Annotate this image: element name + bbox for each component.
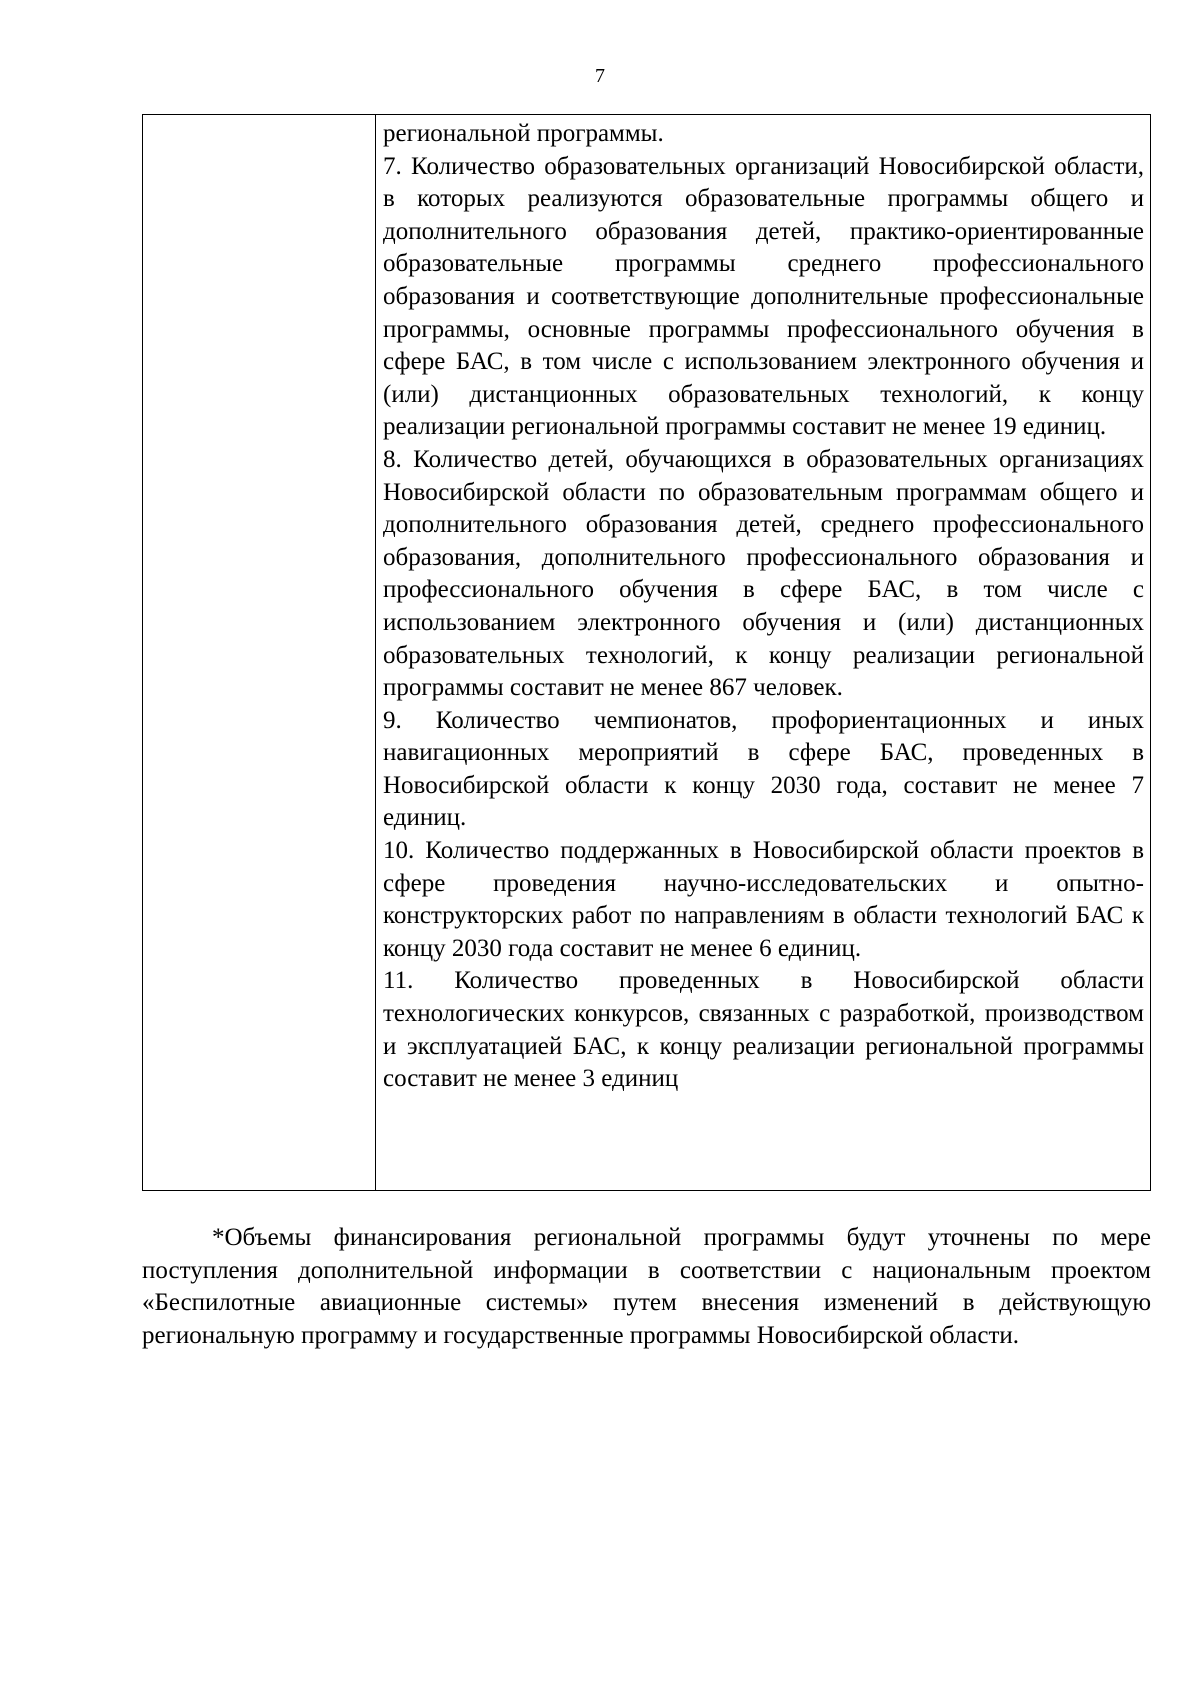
page-number: 7 [595,65,605,87]
paragraph-continuation: региональной программы. [383,120,664,147]
paragraph-indicator-7: 7. Количество образовательных организаций Новосибирской области, в которых реализуются образовательные программы общего и дополнительного образования детей, практико-ориентированные образовательные программы среднего профессионального образования и соответствующие дополнительные профессиональные программы, основные программы профессионального обучения в сфере БАС, в том числе с использованием электронного обучения и (или) дистанционных образовательных технологий, к концу реализации региональной программы составит не менее 19 единиц. [383,152,1144,441]
paragraph-indicator-11: 11. Количество проведенных в Новосибирской области технологических конкурсов, связанных с разработкой, производством и эксплуатацией БАС, к концу реализации региональной программы составит не менее 3 единиц [383,967,1144,1093]
indicators-table [142,114,1151,1191]
table-left-cell [143,115,376,1190]
paragraph-indicator-10: 10. Количество поддержанных в Новосибирской области проектов в сфере проведения научно-исследовательских и опытно-конструкторских работ по направлениям в области технологий БАС к концу 2030 года составит не менее 6 единиц. [383,837,1144,962]
footnote: *Объемы финансирования региональной программы будут уточнены по мере поступления дополнительной информации в соответствии с национальным проектом «Беспилотные авиационные системы» путем внесения изменений в действующую региональную программу и государственные программы Новосибирской области. [142,1224,1151,1349]
paragraph-indicator-9: 9. Количество чемпионатов, профориентационных и иных навигационных мероприятий в сфере БАС, проведенных в Новосибирской области к концу 2030 года, составит не менее 7 единиц. [383,706,1144,832]
paragraph-indicator-8: 8. Количество детей, обучающихся в образовательных организациях Новосибирской области по образовательным программам общего и дополнительного образования детей, среднего профессионального образования, дополнительного профессионального образования и профессионального обучения в сфере БАС, в том числе с использованием электронного обучения и (или) дистанционных образовательных технологий, к концу реализации региональной программы составит не менее 867 человек. [383,445,1144,702]
table-right-cell [376,115,1150,1190]
